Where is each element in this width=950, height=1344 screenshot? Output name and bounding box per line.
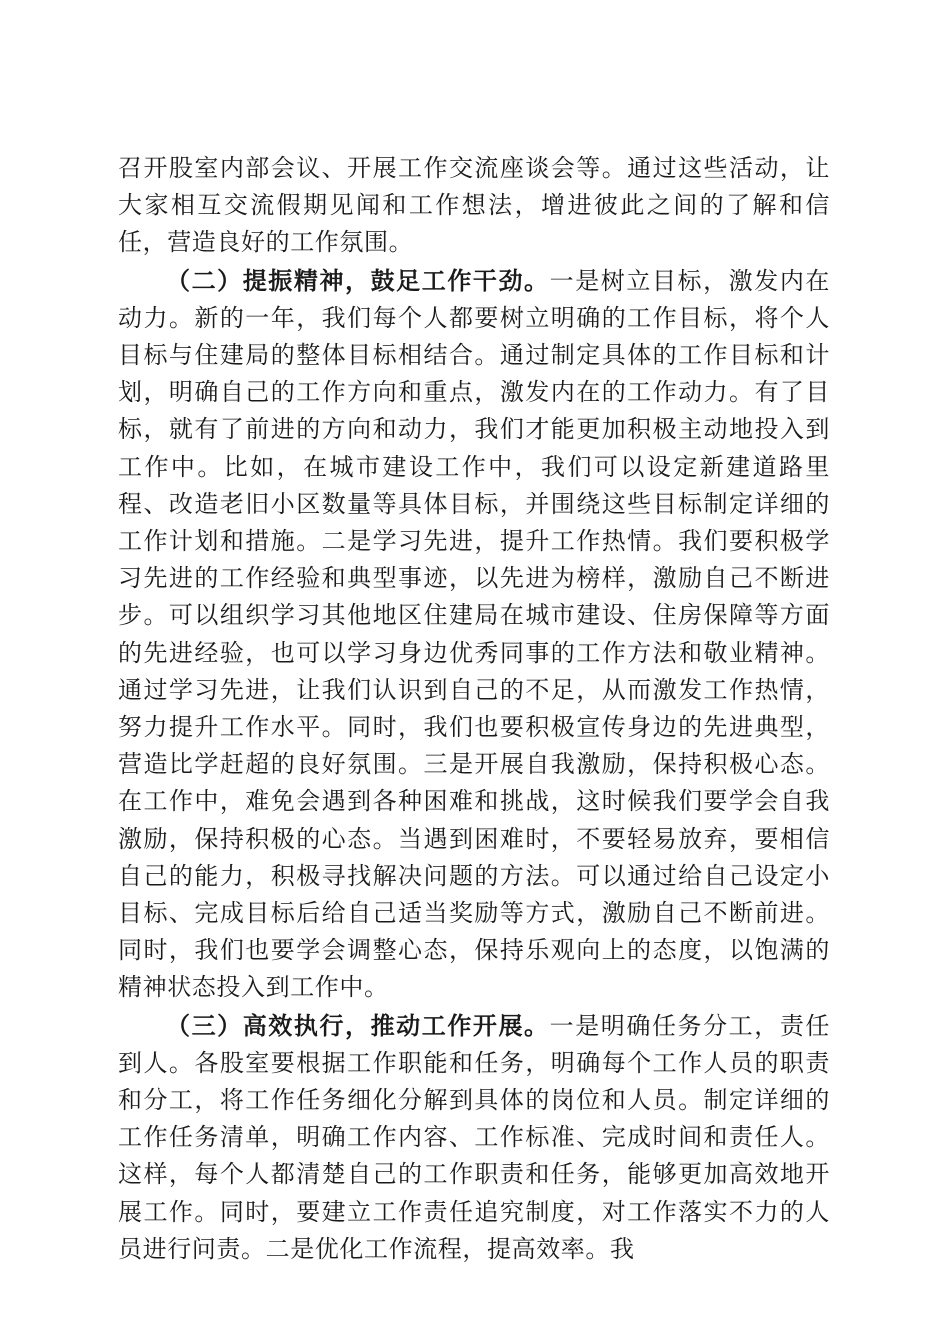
paragraph-2 [118,262,830,1007]
paragraph-1-text: 召开股室内部会议、开展工作交流座谈会等。通过这些活动，让大家相互交流假期见闻和工作想法，增进彼此之间的了解和信任，营造良好的工作氛围。 [118,154,830,257]
paragraph-3 [118,1007,830,1268]
section-heading-3: （三）高效执行，推动工作开展。 [166,1010,550,1040]
document-body [118,150,830,1268]
paragraph-2-text: 一是树立目标，激发内在动力。新的一年，我们每个人都要树立明确的工作目标，将个人目标与住建局的整体目标相结合。通过制定具体的工作目标和计划，明确自己的工作方向和重点，激发内在的工作动力。有了目标，就有了前进的方向和动力，我们才能更加积极主动地投入到工作中。比如，在城市建设工作中，我们可以设定新建道路里程、改造老旧小区数量等具体目标，并围绕这些目标制定详细的工作计划和措施。二是学习先进，提升工作热情。我们要积极学习先进的工作经验和典型事迹，以先进为榜样，激励自己不断进步。可以组织学习其他地区住建局在城市建设、住房保障等方面的先进经验，也可以学习身边优秀同事的工作方法和敬业精神。通过学习先进，让我们认识到自己的不足，从而激发工作热情，努力提升工作水平。同时，我们也要积极宣传身边的先进典型，营造比学赶超的良好氛围。三是开展自我激励，保持积极心态。在工作中，难免会遇到各种困难和挑战，这时候我们要学会自我激励，保持积极的心态。当遇到困难时，不要轻易放弃，要相信自己的能力，积极寻找解决问题的方法。可以通过给自己设定小目标、完成目标后给自己适当奖励等方式，激励自己不断前进。同时，我们也要学会调整心态，保持乐观向上的态度，以饱满的精神状态投入到工作中。 [118,266,830,1002]
section-heading-2: （二）提振精神，鼓足工作干劲。 [166,265,550,295]
paragraph-1 [118,150,830,262]
paragraph-3-text: 一是明确任务分工，责任到人。各股室要根据工作职能和任务，明确每个工作人员的职责和分工，将工作任务细化分解到具体的岗位和人员。制定详细的工作任务清单，明确工作内容、工作标准、完成时间和责任人。这样，每个人都清楚自己的工作职责和任务，能够更加高效地开展工作。同时，要建立工作责任追究制度，对工作落实不力的人员进行问责。二是优化工作流程，提高效率。我 [118,1011,830,1263]
